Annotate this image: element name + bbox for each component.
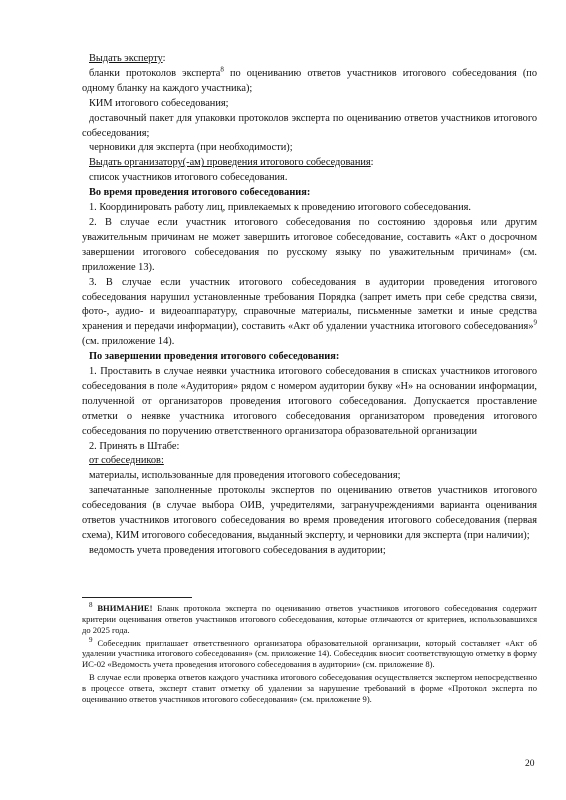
footnote-separator: [82, 597, 192, 598]
paragraph-expert-forms: бланки протоколов эксперта$^8$ по оцениванию ответов участников итогового собеседования (по одному бланку на каждого участника);: [82, 65, 537, 94]
footnote-9: $^9$ Собеседник приглашает ответственного организатора образовательной организации, который составляет «Акт об удалении участника итогового собеседования» (см. приложение 14). Собеседник вносит соответствующую отметку в форму ИС-02 «Ведомость учета проведения итогового собеседования в аудитории» (см. приложение 8).: [82, 635, 537, 670]
paragraph-give-organizer: Выдать организатору(-ам) проведения итогового собеседования:: [89, 157, 374, 169]
section-heading-after: По завершении проведения итогового собеседования:: [89, 351, 340, 363]
footnote-8: $^8$ ВНИМАНИЕ! Бланк протокола эксперта по оцениванию ответов участников итогового собеседования содержит критерии оценивания ответов участников итогового собеседования, которые отличаются от критериев, использовавшихся до 2025 года.: [82, 601, 537, 635]
footnote-9-continued: В случае если проверка ответов каждого участника итогового собеседования осуществляется экспертом непосредственно в процессе ответа, эксперт ставит отметку об удалении за нарушение требований в форме «Протокол эксперта по оцениванию ответов участников итогового собеседования» (см. приложение 9).: [82, 672, 537, 704]
paragraph-coordinate: 1. Координировать работу лиц, привлекаемых к проведению итогового собеседования.: [89, 202, 471, 214]
body-text: [82, 52, 537, 559]
paragraph-early-termination: 2. В случае если участник итогового собеседования по состоянию здоровья или другим уважительным причинам не может завершить итоговое собеседование, составить «Акт о досрочном завершении итогового собеседования по русскому языку по уважительным причинам» (см. приложение 13).: [82, 216, 537, 273]
paragraph-kim: КИМ итогового собеседования;: [89, 97, 229, 109]
paragraph-delivery-package: доставочный пакет для упаковки протоколов эксперта по оцениванию ответов участников итогового собеседования;: [82, 112, 537, 139]
footnote-ref-9: 9: [533, 318, 537, 327]
footnotes: [82, 603, 537, 705]
paragraph-participants-list: список участников итогового собеседования.: [89, 172, 288, 184]
paragraph-sealed-protocols: запечатанные заполненные протоколы экспертов по оцениванию ответов участников итогового собеседования (в случае выбора ОИВ, учредителями, загранучреждениями варианта оценивания ответов участников итогового собеседования во время проведения итогового собеседования (первая схема), КИМ итогового собеседования, выданный эксперту, и черновики для эксперта (при наличии);: [82, 485, 537, 541]
page-number: 20: [525, 759, 535, 769]
paragraph-absence-mark: 1. Проставить в случае неявки участника итогового собеседования в списках участников итогового собеседования в поле «Аудитория» рядом с номером аудитории букву «Н» на основании информации, полученной от организаторов проведения итогового собеседования. Допускается проставление отметки о неявке участника итогового собеседования организатором проведения итогового собеседования по поручению ответственного организатора образовательной организации: [82, 366, 537, 437]
paragraph-materials-used: материалы, использованные для проведения итогового собеседования;: [89, 470, 401, 482]
paragraph-drafts: черновики для эксперта (при необходимости);: [89, 142, 293, 154]
paragraph-accept-hq: 2. Принять в Штабе:: [89, 440, 180, 452]
paragraph-record-sheet: ведомость учета проведения итогового собеседования в аудитории;: [89, 544, 386, 556]
footnote-ref-8: 8: [220, 65, 224, 74]
heading-give-expert: Выдать эксперту: [89, 53, 163, 64]
section-heading-during: Во время проведения итогового собеседования:: [89, 187, 311, 199]
paragraph-from-interviewers: от собеседников:: [89, 455, 164, 467]
paragraph-give-expert: Выдать эксперту:: [89, 53, 166, 64]
paragraph-removal: 3. В случае если участник итогового собеседования в аудитории проведения итогового собеседования нарушил установленные требования Порядка (запрет иметь при себе средства связи, фото-, аудио- и видеоаппаратуру, справочные материалы, письменные заметки и иные средства хранения и передачи информации), составить «Акт об удалении участника итогового собеседования»$^9$ (см. приложение 14).: [82, 276, 537, 348]
heading-give-organizer: Выдать организатору(-ам) проведения итогового собеседования: [89, 157, 371, 169]
